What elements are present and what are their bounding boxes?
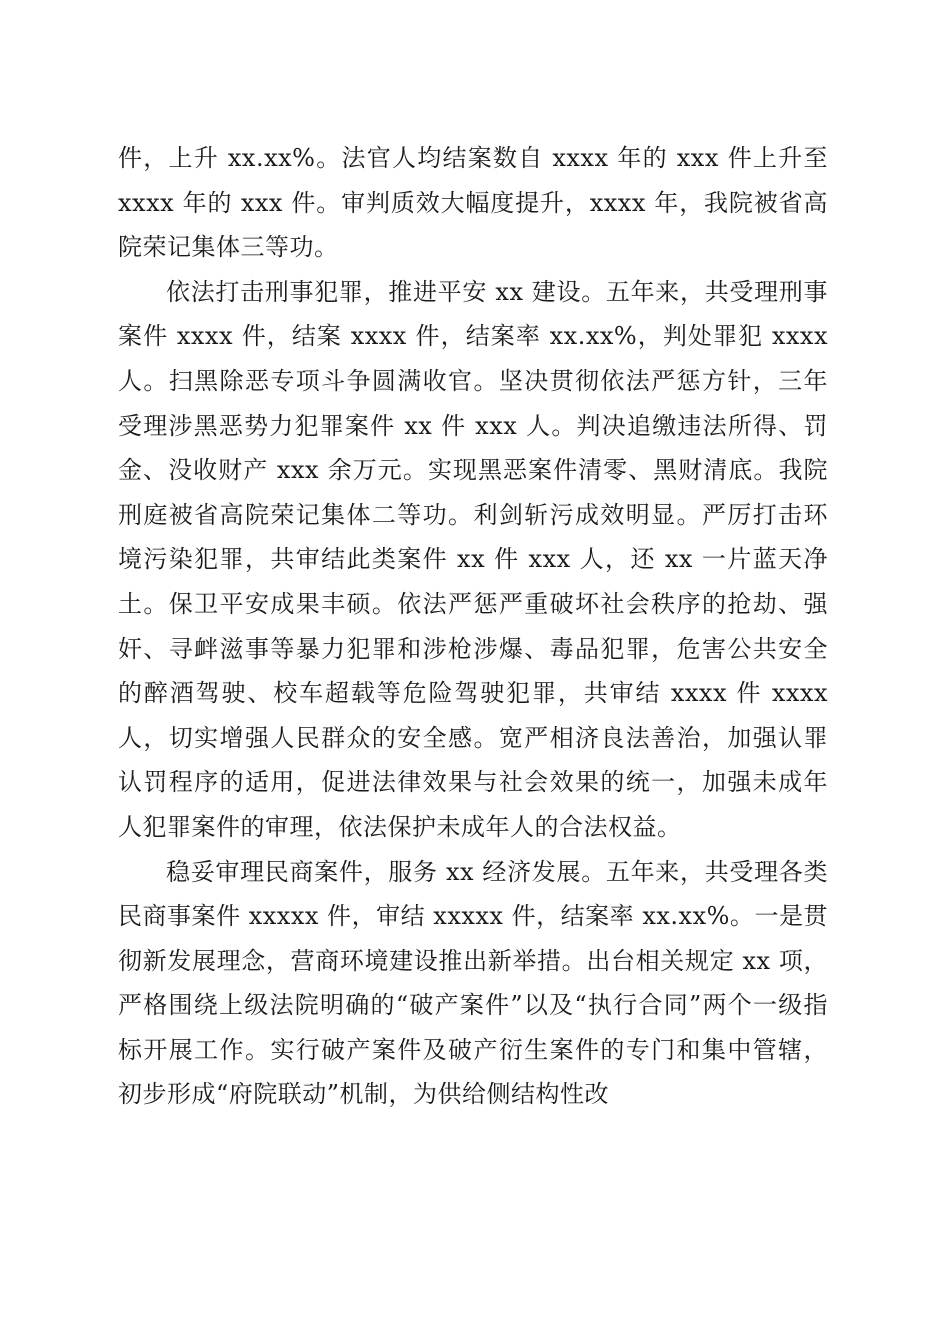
paragraph-criminal-cases: 依法打击刑事犯罪，推进平安 xx 建设。五年来，共受理刑事案件 xxxx 件，结案 xxxx 件，结案率 xx.xx%，判处罪犯 xxxx 人。扫黑除恶专项斗争圆满收官。坚决贯彻依法严惩方针，三年受理涉黑恶势力犯罪案件 xx 件 xxx 人。判决追缴违法所得、罚金、没收财产 xxx 余万元。实现黑恶案件清零、黑财清底。我院刑庭被省高院荣记集体二等功。利剑斩污成效明显。严厉打击环境污染犯罪，共审结此类案件 xx 件 xxx 人，还 xx 一片蓝天净土。保卫平安成果丰硕。依法严惩严重破坏社会秩序的抢劫、强奸、寻衅滋事等暴力犯罪和涉枪涉爆、毒品犯罪，危害公共安全的醉酒驾驶、校车超载等危险驾驶犯罪，共审结 xxxx 件 xxxx 人，切实增强人民群众的安全感。宽严相济良法善治，加强认罪认罚程序的适用，促进法律效果与社会效果的统一，加强未成年人犯罪案件的审理，依法保护未成年人的合法权益。 bbox=[118, 277, 828, 841]
paragraph-achievements-continued: 件，上升 xx.xx%。法官人均结案数自 xxxx 年的 xxx 件上升至 xxxx 年的 xxx 件。审判质效大幅度提升，xxxx 年，我院被省高院荣记集体三等功。 bbox=[118, 144, 828, 262]
document-page bbox=[118, 136, 828, 1117]
paragraph-civil-commercial-cases: 稳妥审理民商案件，服务 xx 经济发展。五年来，共受理各类民商事案件 xxxxx 件，审结 xxxxx 件，结案率 xx.xx%。一是贯彻新发展理念，营商环境建设推出新举措。出台相关规定 xx 项，严格围绕上级法院明确的“破产案件”以及“执行合同”两个一级指标开展工作。实行破产案件及破产衍生案件的专门和集中管辖，初步形成“府院联动”机制，为供给侧结构性改 bbox=[118, 857, 828, 1109]
